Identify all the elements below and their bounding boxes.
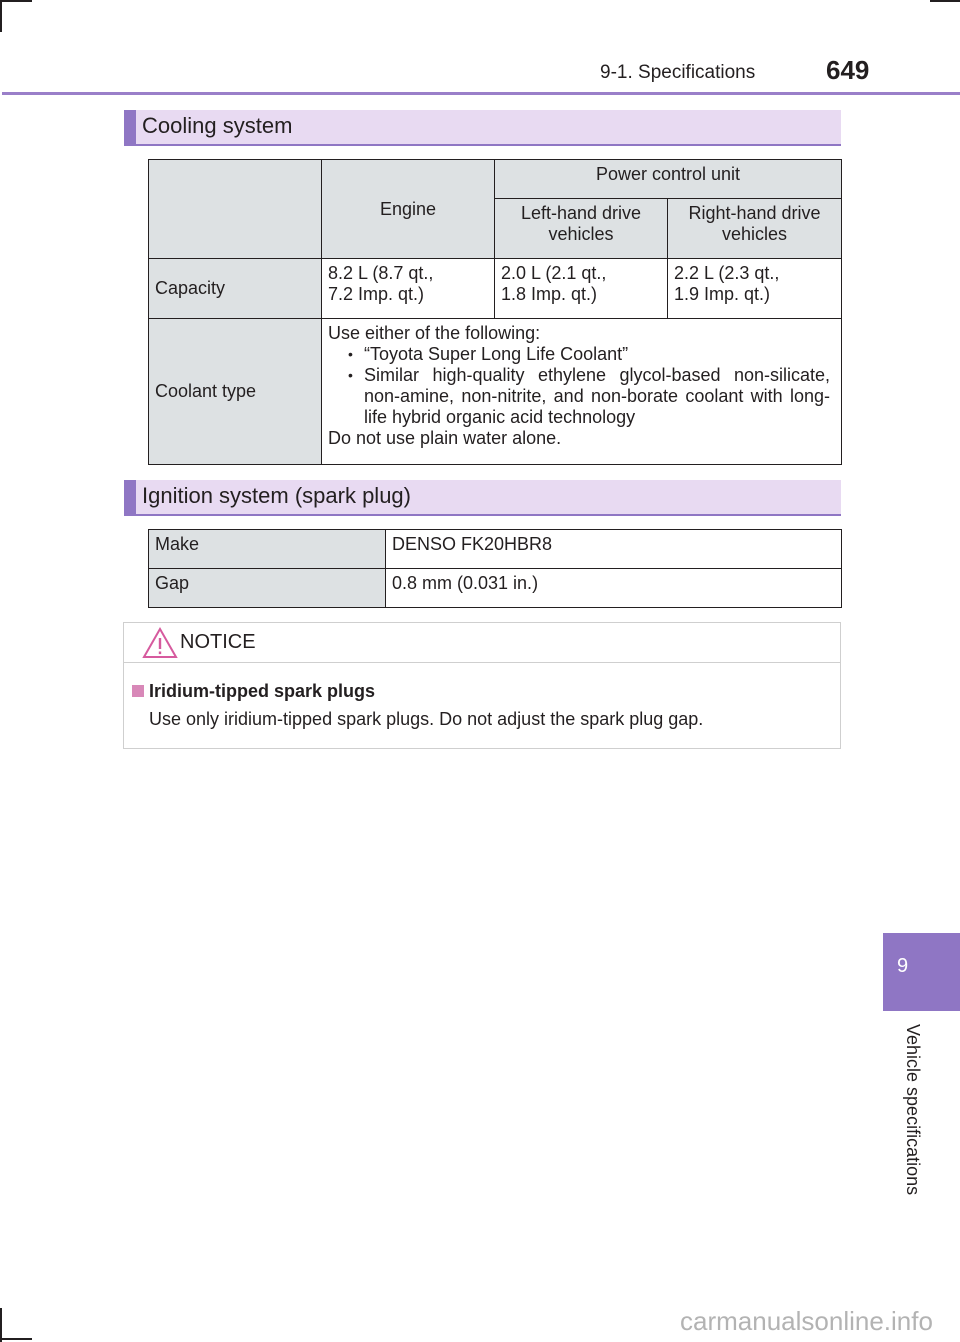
ignition-table: [148, 529, 842, 608]
section-title: 9-1. Specifications: [600, 62, 756, 83]
capacity-engine: [322, 259, 495, 319]
notice-box: [123, 622, 841, 749]
square-bullet-icon: [132, 685, 144, 697]
row-label-capacity: Capacity: [149, 259, 322, 319]
header-lhd-line2: vehicles: [548, 224, 614, 244]
gap-value: 0.8 mm (0.031 in.): [386, 569, 842, 608]
cooling-section-title: Cooling system: [142, 113, 293, 138]
capacity-rhd-line1: 2.2 L (2.3 qt.,: [674, 263, 780, 283]
cooling-section-header: [124, 110, 841, 146]
notice-subtitle: [132, 681, 375, 702]
notice-subtitle-text: Iridium-tipped spark plugs: [149, 681, 376, 701]
cooling-table: [148, 159, 842, 465]
header-empty-cell: [149, 160, 322, 259]
capacity-engine-line2: 7.2 Imp. qt.): [328, 284, 425, 304]
capacity-lhd: [495, 259, 668, 319]
notice-header: [124, 623, 840, 663]
crop-mark: [0, 0, 32, 2]
watermark: carmanualsonline.info: [680, 1306, 933, 1336]
make-value: DENSO FK20HBR8: [386, 530, 842, 569]
header-lhd-line1: Left-hand drive: [520, 203, 642, 223]
header-right-hand-drive: [668, 199, 842, 259]
header-power-control-unit: Power control unit: [495, 160, 842, 199]
capacity-rhd-line2: 1.9 Imp. qt.): [674, 284, 771, 304]
page-number: 649: [826, 55, 870, 85]
warning-triangle-icon: [142, 627, 178, 659]
header-left-hand-drive: [495, 199, 668, 259]
crop-mark: [930, 0, 960, 2]
coolant-outro: Do not use plain water alone.: [328, 428, 562, 448]
row-label-coolant-type: Coolant type: [149, 319, 322, 465]
coolant-intro: Use either of the following:: [328, 323, 541, 343]
notice-title: NOTICE: [180, 631, 256, 653]
ignition-section-header: [124, 480, 841, 516]
header-rule: [2, 92, 960, 95]
coolant-type-value: [322, 319, 842, 465]
chapter-label: Vehicle specifications: [903, 1024, 923, 1196]
capacity-engine-line1: 8.2 L (8.7 qt.,: [328, 263, 434, 283]
header-rhd-line1: Right-hand drive: [688, 203, 821, 223]
ignition-section-title: Ignition system (spark plug): [142, 483, 411, 508]
header-engine: Engine: [322, 160, 495, 259]
row-label-make: Make: [149, 530, 386, 569]
notice-body: Use only iridium-tipped spark plugs. Do not adjust the spark plug gap.: [149, 709, 704, 729]
chapter-tab: [883, 933, 960, 1011]
capacity-rhd: [668, 259, 842, 319]
coolant-item: • Similar high-quality ethylene glycol-based non-silicate, non-amine, non-nitrite, and non-borate coolant with long-life hybrid organic acid technology: [364, 365, 830, 428]
header-rhd-line2: vehicles: [721, 224, 788, 244]
crop-mark: [0, 1338, 32, 1340]
coolant-item: • “Toyota Super Long Life Coolant”: [364, 344, 830, 365]
chapter-number: 9: [897, 955, 909, 977]
capacity-lhd-line2: 1.8 Imp. qt.): [501, 284, 598, 304]
crop-mark: [0, 1308, 2, 1342]
capacity-lhd-line1: 2.0 L (2.1 qt.,: [501, 263, 607, 283]
row-label-gap: Gap: [149, 569, 386, 608]
coolant-list: [328, 344, 830, 428]
crop-mark: [0, 0, 2, 32]
